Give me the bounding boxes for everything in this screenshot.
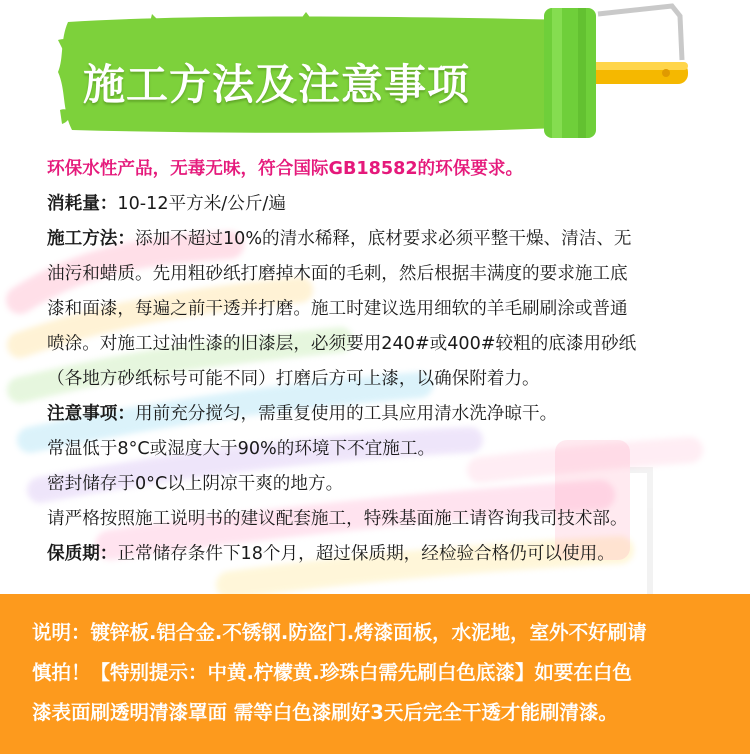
method-row [47,222,727,257]
page-title: 施工方法及注意事项 [83,60,471,109]
paint-roller-icon [520,0,750,150]
method-line: 添加不超过10%的清水稀释，底材要求必须平整干燥、清洁、无 [134,229,632,249]
shelf-life-label: 保质期： [47,544,118,564]
shelf-life-value: 正常储存条件下18个月，超过保质期，经检验合格仍可以使用。 [117,544,615,564]
note-line: 密封储存于0°C以上阴凉干爽的地方。 [47,474,344,494]
note-line: 常温低于8°C或湿度大于90%的环境下不宜施工。 [47,439,436,459]
method-line: 漆和面漆，每遍之前干透并打磨。施工时建议选用细软的羊毛刷刷涂或普通 [47,299,628,319]
consumption-row [47,187,727,222]
warning-line: 说明：镀锌板.铝合金.不锈钢.防盗门.烤漆面板，水泥地，室外不好刷请 [32,621,647,644]
warning-line: 慎拍！【特别提示：中黄.柠檬黄.珍珠白需先刷白色底漆】如要在白色 [32,661,632,684]
notes-row [47,397,727,432]
notes-value: 用前充分搅匀，需重复使用的工具应用清水洗净晾干。 [134,404,558,424]
content-body [47,152,727,572]
method-label: 施工方法： [47,229,135,249]
eco-highlight-text: 环保水性产品，无毒无味，符合国际GB18582的环保要求。 [47,159,524,179]
method-line: 喷涂。对施工过油性漆的旧漆层，必须要用240#或400#较粗的底漆用砂纸 [47,334,637,354]
bottom-warning-text [32,613,732,733]
method-line: （各地方砂纸标号可能不同）打磨后方可上漆，以确保附着力。 [47,369,540,389]
consumption-value: 10-12平方米/公斤/遍 [117,194,286,214]
bottom-warning-panel [0,594,750,754]
method-line: 油污和蜡质。先用粗砂纸打磨掉木面的毛刺，然后根据丰满度的要求施工底 [47,264,628,284]
shelf-life-row [47,537,727,572]
note-line: 请严格按照施工说明书的建议配套施工，特殊基面施工请咨询我司技术部。 [47,509,628,529]
notes-label: 注意事项： [47,404,135,424]
warning-line: 漆表面刷透明清漆罩面 需等白色漆刷好3天后完全干透才能刷清漆。 [32,701,618,724]
consumption-label: 消耗量： [47,194,118,214]
